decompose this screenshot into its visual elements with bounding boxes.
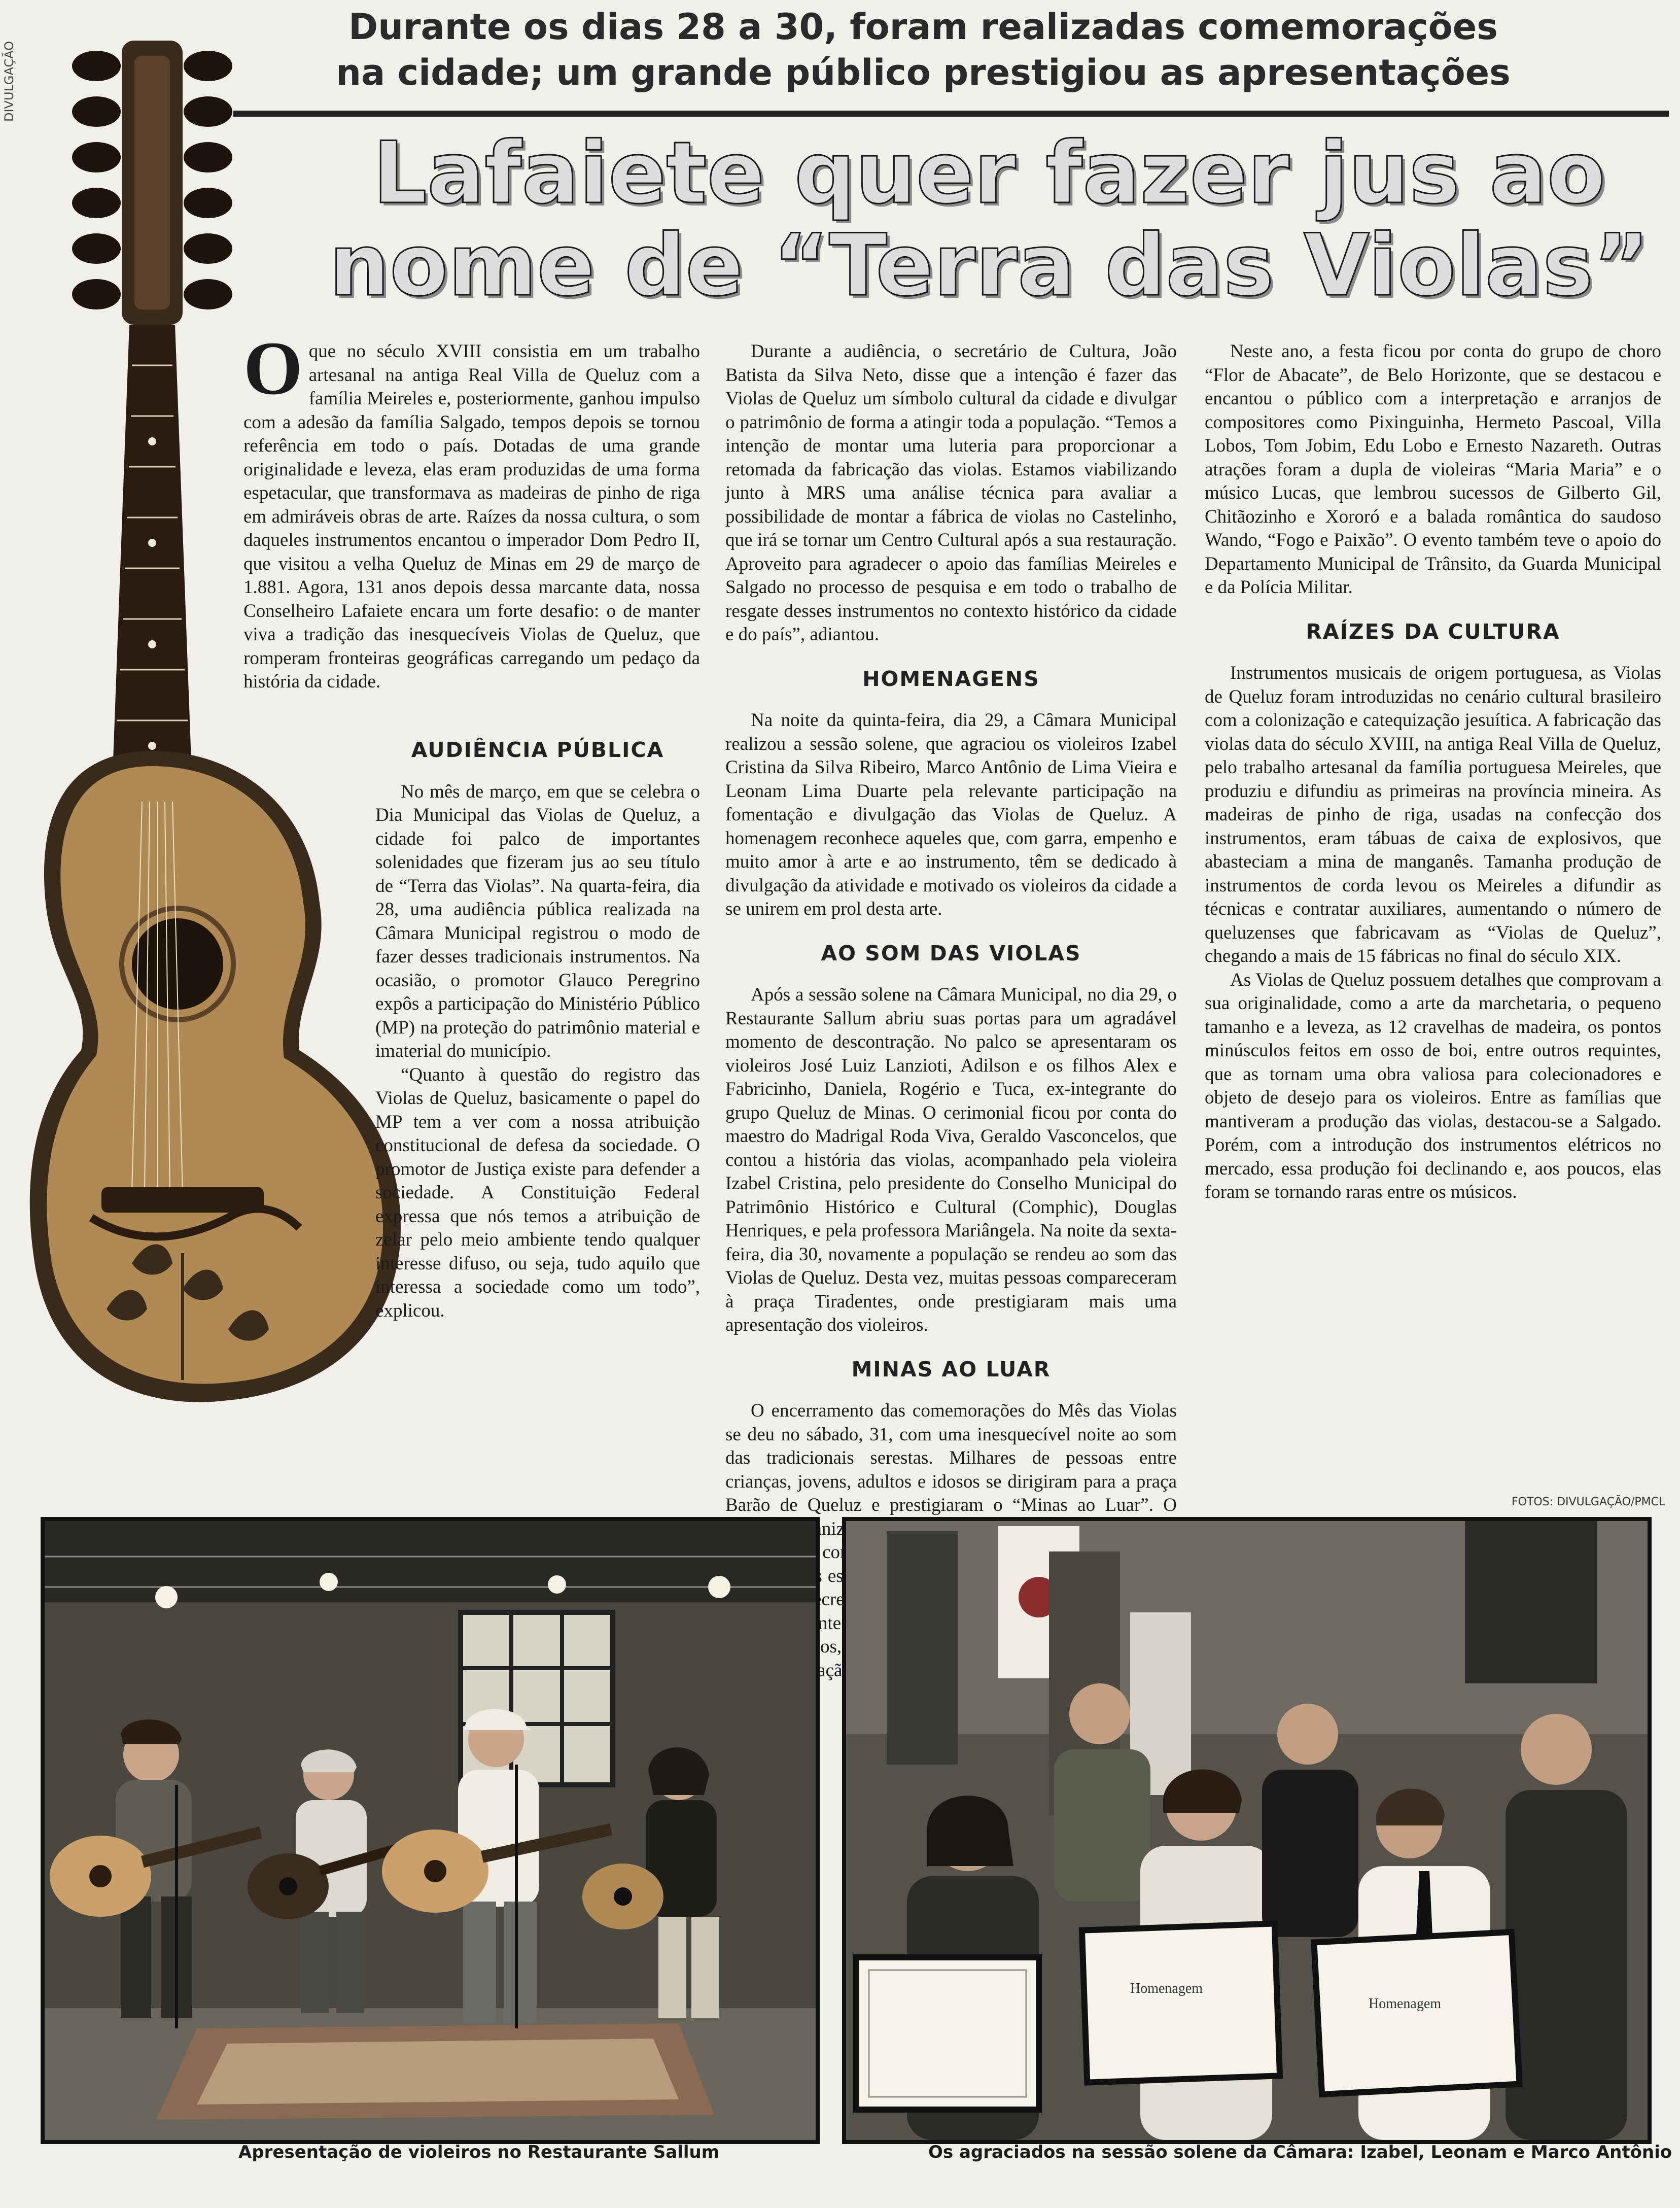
column-1 [243, 326, 700, 694]
certificate-3 [1314, 1932, 1519, 2094]
subhead-homenagens: HOMENAGENS [862, 666, 1040, 691]
caption-right-photo: Os agraciados na sessão solene da Câmara: Izabel, Leonam e Marco Antônio [928, 2142, 1672, 2162]
certificate-2 [1082, 1923, 1280, 2082]
header-rule [233, 111, 1669, 117]
certificate-3-label: Homenagem [1369, 1996, 1442, 2012]
certificate-1 [856, 1957, 1039, 2110]
headline-line-2: nome de “Terra das Violas” [329, 216, 1650, 315]
musicians-scene [45, 1521, 816, 2140]
guitar-neck [112, 325, 193, 802]
subhead-som-das-violas: AO SOM DAS VIOLAS [821, 941, 1081, 965]
column-2 [725, 340, 1177, 1682]
column-3 [1205, 340, 1661, 1204]
caption-left-photo: Apresentação de violeiros no Restaurante Sallum [238, 2142, 720, 2162]
subhead-audiencia: AUDIÊNCIA PÚBLICA [411, 738, 664, 762]
photos-credit: FOTOS: DIVULGAÇÃO/PMCL [1512, 1496, 1665, 1508]
honorees-scene [846, 1521, 1648, 2140]
kicker-line-1: Durante os dias 28 a 30, foram realizadas comemorações [348, 6, 1498, 48]
som-paragraph: Após a sessão solene na Câmara Municipal, no dia 29, o Restaurante Sallum abriu suas portas para um agradável momento de descontração. No palco se apresentaram os violeiros José Luiz Lanzioti, Adilson e os filhos Alex e Fabricinho, Daniela, Rogério e Tuca, ex-integrante do grupo Queluz de Minas. O cerimonial ficou por conta do maestro do Madrigal Roda Viva, Geraldo Vasconcelos, que contou a história das violas, acompanhado pela violeira Izabel Cristina, pelo presidente do Conselho Municipal do Patrimônio Histórico e Cultural (Comphic), Douglas Henriques, e pela professora Mariângela. Na noite da sexta-feira, dia 30, novamente a população se rendeu ao som das Violas de Queluz. Desta vez, muitas pessoas compareceram à praça Tiradentes, onde prestigiaram mais uma apresentação dos violeiros. [725, 984, 1177, 1335]
raizes-paragraph-1: Instrumentos musicais de origem portuguesa, as Violas de Queluz foram introduzidas no cenário cultural brasileiro com a colonização e catequização jesuítica. A fabricação das violas data do século XVIII, na antiga Real Villa de Queluz, pelo trabalho artesanal da família portuguesa Meireles, que produziu e difundiu as primeiras na província mineira. As madeiras de pinho de riga, usadas na confecção dos instrumentos, eram tábuas de caixa de explosivos, que abasteciam a mina de manganês. Tamanha produção de instrumentos de corda levou os Meireles a difundir as técnicas e contratar auxiliares, aumentando o número de queluzenses que fabricavam as “Violas de Queluz”, chegando a mais de 15 fábricas no final do século XIX. [1205, 663, 1661, 967]
minas-paragraph-2: Neste ano, a festa ficou por conta do grupo de choro “Flor de Abacate”, de Belo Horizonte, que se destacou e encantou o público com a interpretação e arranjos de compositores como Pixinguinha, Hermeto Pascoal, Villa Lobos, Tom Jobim, Edu Lobo e Ernesto Nazareth. Outras atrações foram a dupla de violeiras “Maria Maria” e o músico Lucas, que lembrou sucessos de Gilberto Gil, Chitãozinho e Xororó e a balada romântica do saudoso Wando, “Fogo e Paixão”. O evento também teve o apoio do Departamento Municipal de Trânsito, da Guarda Municipal e da Polícia Militar. [1205, 341, 1661, 598]
intro-paragraph: Oque no século XVIII consistia em um trabalho artesanal na antiga Real Villa de Queluz com a família Meireles e, posteriormente, ganhou impulso com a adesão da família Salgado, tempos depois se tornou referência em todo o país. Dotadas de uma grande originalidade e leveza, elas eram produzidas de uma forma espetacular, que transformava as madeiras de pinho de riga em admiráveis obras de arte. Raízes da nossa cultura, o som daqueles instrumentos encantou o imperador Dom Pedro II, que visitou a velha Queluz de Minas em 29 de março de 1.881. Agora, 131 anos depois dessa marcante data, nossa Conselheiro Lafaiete encara um forte desafio: o de manter viva a tradição das inesquecíveis Violas de Queluz, que romperam fronteiras geográficas carregando um pedaço da história da cidade. [243, 326, 700, 692]
audiencia-paragraph-1: No mês de março, em que se celebra o Dia Municipal das Violas de Queluz, a cidade foi palco de importantes solenidades que fizeram jus ao seu título de “Terra das Violas”. Na quarta-feira, dia 28, uma audiência pública realizada na Câmara Municipal registrou o modo de fazer desses tradicionais instrumentos. Na ocasião, o promotor Glauco Peregrino expôs a participação do Ministério Público (MP) na proteção do patrimônio material e imaterial do município. [375, 781, 700, 1061]
certificate-2-label: Homenagem [1130, 1981, 1203, 1996]
mid-paragraph: Durante a audiência, o secretário de Cultura, João Batista da Silva Neto, disse que a intenção é fazer das Violas de Queluz um símbolo cultural da cidade e divulgar o patrimônio de forma a atingir toda a população. “Temos a intenção de montar uma luteria para proporcionar a retomada da fabricação das violas. Estamos viabilizando junto à MRS uma análise técnica para avaliar a possibilidade de montar a fábrica de violas no Castelinho, que irá se tornar um Centro Cultural após a sua restauração. Aproveito para agradecer o apoio das famílias Meireles e Salgado no processo de pesquisa e em todo o trabalho de resgate desses instrumentos no contexto histórico da cidade e do país”, adiantou. [725, 341, 1177, 645]
viola-photo [15, 10, 411, 1431]
raizes-paragraph-2: As Violas de Queluz possuem detalhes que comprovam a sua originalidade, como a arte da marchetaria, o pequeno tamanho e a leveza, as 12 cravelhas de madeira, os pontos minúsculos feitos em osso de boi, entre outros requintes, que as tornam uma obra valiosa para colecionadores e objeto de desejo para os violeiros. Entre as famílias que mantiveram a produção das violas, destacou-se a Salgado. Porém, com a introdução dos instrumentos elétricos no mercado, essa produção foi declinando e, aos poucos, elas foram se tornando raras entre os músicos. [1205, 969, 1661, 1202]
side-photo-credit: DIVULGAÇÃO [2, 41, 16, 122]
guitar-body [30, 751, 401, 1402]
headline-line-1: Lafaiete quer fazer jus ao [372, 123, 1606, 223]
column-1-lower [375, 728, 700, 1323]
photo-honorees [842, 1517, 1652, 2144]
guitar-headstock [72, 41, 232, 325]
subhead-minas-ao-luar: MINAS AO LUAR [851, 1357, 1051, 1382]
minas-paragraph-1: O encerramento das comemorações do Mês das Violas se deu no sábado, 31, com uma inesquecível noite ao som das tradicionais serestas. Milhares de pessoas entre crianças, jovens, adultos e idosos se dirigiram para a praça Barão de Queluz e prestigiaram o “Minas ao Luar”. O organizado com [725, 1400, 1177, 1563]
photo-musicians [41, 1517, 820, 2144]
headline [325, 123, 1654, 315]
kicker-line-2: na cidade; um grande público prestigiou as apresentações [336, 52, 1511, 93]
homenagens-paragraph: Na noite da quinta-feira, dia 29, a Câmara Municipal realizou a sessão solene, que agraciou os violeiros Izabel Cristina da Silva Ribeiro, Marco Antônio de Lima Vieira e Leonam Lima Duarte pela relevante participação na fomentação e divulgação das Violas de Queluz. A homenagem reconhece aqueles que, com garra, empenho e muito amor à arte e ao instrumento, têm se dedicado à divulgação da atividade e motivado os violeiros da cidade a se unirem em prol desta arte. [725, 710, 1177, 919]
kicker [284, 4, 1562, 95]
subhead-raizes: RAÍZES DA CULTURA [1306, 619, 1560, 644]
audiencia-paragraph-2: “Quanto à questão do registro das Violas de Queluz, basicamente o papel do MP tem a ver com a nossa atribuição constitucional de defesa da sociedade. O promotor de Justiça existe para defender a sociedade. A Constituição Federal expressa que nós temos a atribuição de zelar pelo meio ambiente tendo qualquer interesse difuso, ou seja, tudo aquilo que interessa a sociedade como um todo”, explicou. [375, 1064, 700, 1321]
